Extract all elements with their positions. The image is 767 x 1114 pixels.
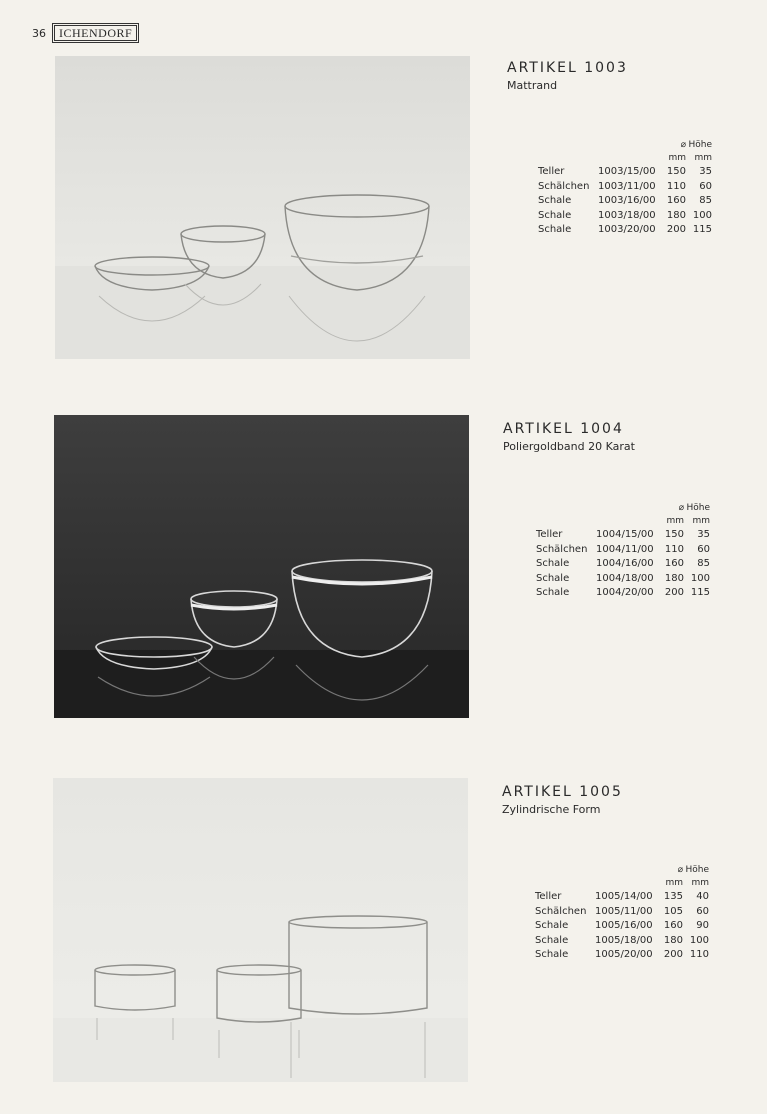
article-subtitle: Poliergoldband 20 Karat [503, 440, 635, 453]
article-title: ARTIKEL 1004 [503, 421, 624, 437]
diameter-unit: mm [666, 516, 684, 526]
height-label: Höhe [686, 503, 710, 513]
product-photo-1003 [55, 56, 470, 359]
spec-table-header [538, 140, 718, 166]
height-label: Höhe [685, 865, 709, 875]
table-row: Schälchen 1005/11/00 105 60 [535, 905, 709, 917]
spec-table-header [535, 865, 715, 891]
article-title: ARTIKEL 1003 [507, 60, 628, 76]
diameter-unit: mm [665, 878, 683, 888]
brand-logo: ICHENDORF [54, 25, 137, 41]
diameter-symbol: ⌀ [677, 865, 683, 875]
article-subtitle: Mattrand [507, 79, 558, 92]
table-row: Schale 1005/16/00 160 90 [535, 920, 709, 931]
table-row: Schale 1003/16/00 160 85 [538, 195, 712, 206]
spec-table [535, 865, 715, 964]
table-row: Teller 1005/14/00 135 40 [535, 891, 709, 902]
spec-table [538, 140, 718, 239]
table-row: Schale 1003/20/00 200 115 [538, 224, 712, 235]
table-row: Schale 1004/20/00 200 115 [536, 587, 710, 598]
product-photo-1004 [54, 415, 469, 718]
height-unit: mm [691, 878, 709, 888]
table-row: Teller 1004/15/00 150 35 [536, 529, 710, 540]
height-label: Höhe [688, 140, 712, 150]
table-row: Schale 1004/16/00 160 85 [536, 558, 710, 569]
article-title: ARTIKEL 1005 [502, 784, 623, 800]
table-row: Schale 1005/18/00 180 100 [535, 934, 709, 946]
diameter-symbol: ⌀ [680, 140, 686, 150]
table-row: Teller 1003/15/00 150 35 [538, 166, 712, 177]
table-row: Schälchen 1003/11/00 110 60 [538, 180, 712, 192]
product-photo-1005 [53, 778, 468, 1082]
spec-table-header [536, 503, 716, 529]
height-unit: mm [692, 516, 710, 526]
page-number: 36 [32, 26, 46, 40]
table-row: Schale 1004/18/00 180 100 [536, 572, 710, 584]
table-row: Schälchen 1004/11/00 110 60 [536, 543, 710, 555]
table-row: Schale 1005/20/00 200 110 [535, 949, 709, 960]
diameter-symbol: ⌀ [678, 503, 684, 513]
page-header [32, 24, 137, 42]
spec-table [536, 503, 716, 602]
height-unit: mm [694, 153, 712, 163]
diameter-unit: mm [668, 153, 686, 163]
table-row: Schale 1003/18/00 180 100 [538, 209, 712, 221]
article-subtitle: Zylindrische Form [502, 803, 601, 816]
